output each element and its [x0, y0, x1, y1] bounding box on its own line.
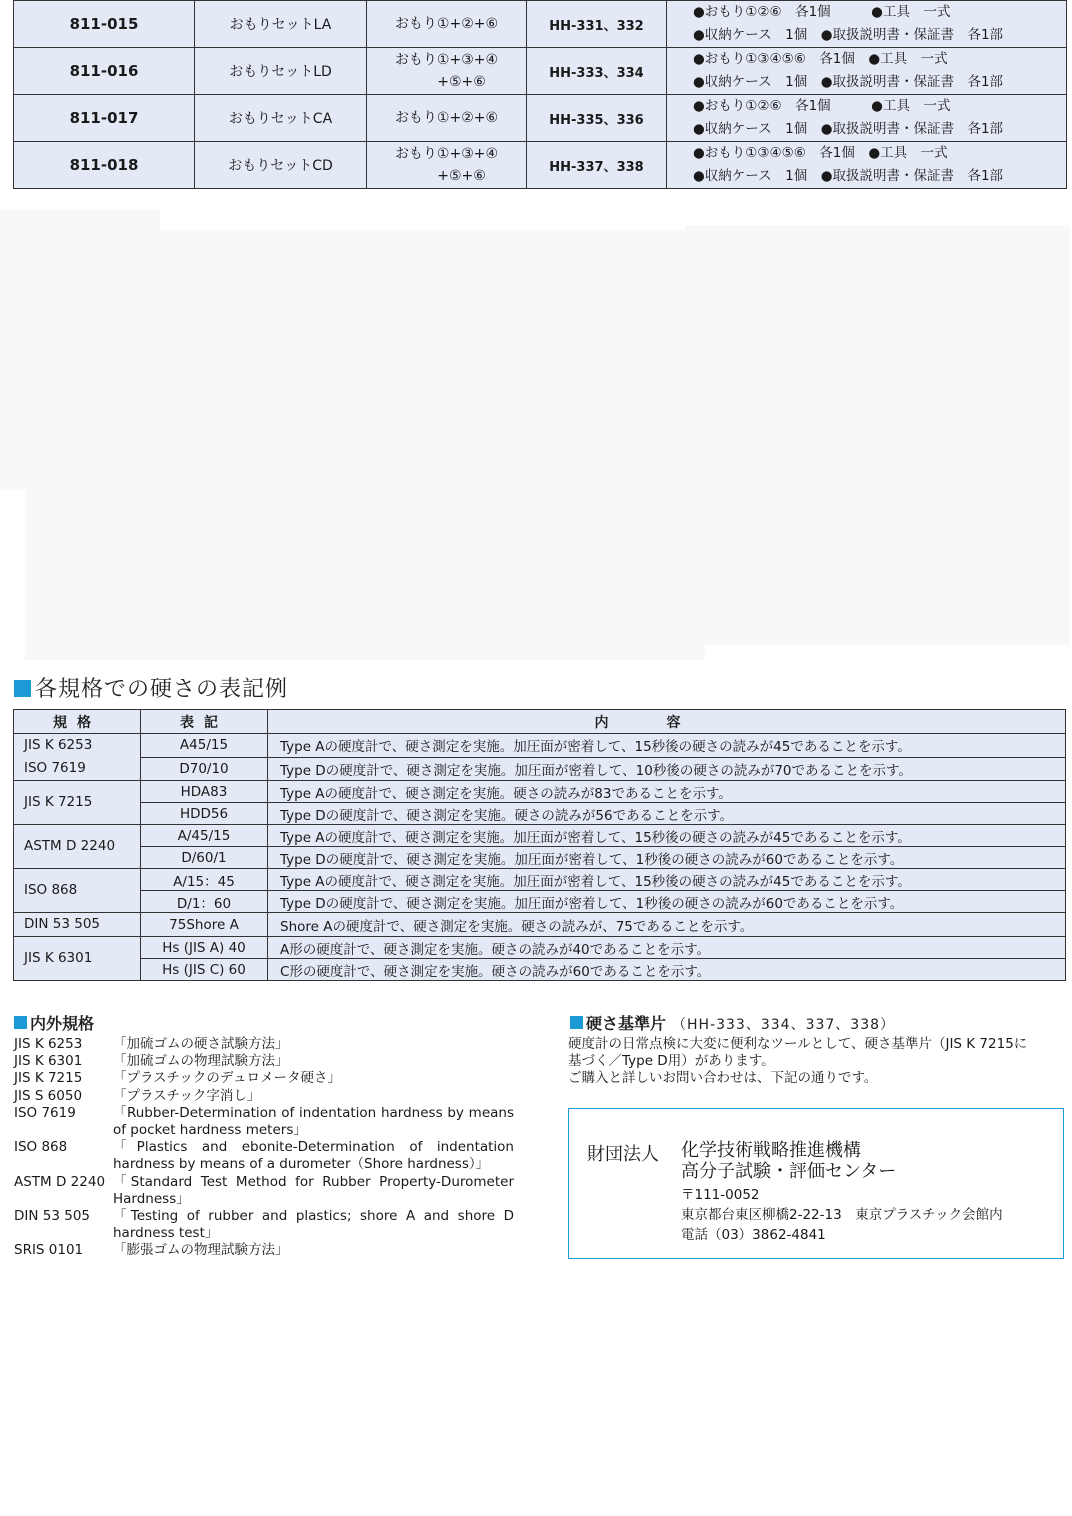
faded-image-area [25, 230, 705, 660]
reference-description [568, 1036, 1068, 1088]
reference-text-line: ご購入と詳しいお問い合わせは、下記の通りです。 [568, 1070, 878, 1087]
reference-models: （HH-333、334、337、338） [672, 1017, 896, 1033]
contents-line: ●収納ケース 1個 ●取扱説明書・保証書 各1部 [693, 168, 1004, 184]
reference-piece-title [570, 1011, 895, 1034]
standard-description: 「Testing of rubber and plastics; shore A and shore D hardness test」 [113, 1208, 514, 1242]
contents-line: ●収納ケース 1個 ●取扱説明書・保証書 各1部 [693, 74, 1004, 90]
header-content: 内容 [268, 710, 1066, 734]
weight-combination [367, 142, 527, 189]
mark-cell: A45/15 [141, 734, 268, 758]
standard-code: DIN 53 505 [14, 1208, 91, 1225]
weight-line: おもり①+②+⑥ [394, 16, 499, 32]
table-row [14, 913, 1066, 937]
contents-line: ●おもり①③④⑤⑥ 各1個 ●工具 一式 [693, 145, 948, 161]
table-row [14, 48, 1067, 95]
standard-description: 「Rubber-Determination of indentation hardness by means of pocket hardness meters」 [113, 1104, 514, 1139]
desc-cell: Type Aの硬度計で、硬さ測定を実施。加圧面が密着して、15秒後の硬さの読みが45であることを示す。 [268, 825, 1066, 847]
standard-cell: JIS K 7215 [14, 781, 141, 825]
table-row [14, 891, 1066, 913]
table-row [14, 734, 1066, 758]
mark-cell: D/1：60 [141, 891, 268, 913]
standard-code: ISO 7619 [14, 1104, 76, 1121]
compatible-models: HH-331、332 [527, 1, 667, 48]
domestic-standards-title [14, 1011, 94, 1034]
table-row [14, 142, 1067, 189]
table-row [14, 937, 1066, 959]
table-row [14, 1, 1067, 48]
standard-code: ASTM D 2240 [14, 1173, 106, 1190]
standard-description: 「プラスチック字消し」 [113, 1087, 261, 1104]
contents-line: ●収納ケース 1個 ●取扱説明書・保証書 各1部 [693, 27, 1004, 43]
compatible-models: HH-333、334 [527, 48, 667, 95]
mark-cell: HDD56 [141, 803, 268, 825]
mark-cell: A/45/15 [141, 825, 268, 847]
weight-combination [367, 1, 527, 48]
standard-description: 「加硫ゴムの硬さ試験方法」 [113, 1036, 289, 1052]
desc-cell: Shore Aの硬度計で、硬さ測定を実施。硬さの読みが、75であることを示す。 [268, 913, 1066, 937]
desc-cell: Type Dの硬度計で、硬さ測定を実施。加圧面が密着して、10秒後の硬さの読みが70であることを示す。 [268, 757, 1066, 781]
table-row [14, 757, 1066, 781]
mark-cell: D70/10 [141, 757, 268, 781]
standards-list [14, 1036, 514, 1260]
table-row [14, 95, 1067, 142]
list-item [14, 1105, 514, 1139]
weight-combination [367, 95, 527, 142]
faded-image-area [685, 225, 1070, 645]
notation-section-title [14, 672, 288, 703]
list-item [14, 1053, 514, 1070]
standard-code: ISO 868 [14, 1139, 68, 1156]
set-contents [667, 95, 1067, 142]
domestic-title-text: 内外規格 [30, 1014, 95, 1033]
product-code: 811-016 [14, 48, 195, 95]
contents-line: ●収納ケース 1個 ●取扱説明書・保証書 各1部 [693, 121, 1004, 137]
standard-description: 「プラスチックのデュロメータ硬さ」 [113, 1070, 342, 1087]
desc-cell: A形の硬度計で、硬さ測定を実施。硬さの読みが40であることを示す。 [268, 937, 1066, 959]
standard-cell: ISO 868 [14, 869, 141, 913]
mark-cell: Hs (JIS C) 60 [141, 959, 268, 981]
weight-combination [367, 48, 527, 95]
desc-cell: Type Dの硬度計で、硬さ測定を実施。加圧面が密着して、1秒後の硬さの読みが60であることを示す。 [268, 847, 1066, 869]
standard-cell [14, 734, 141, 781]
standard-description: 「Standard Test Method for Rubber Property-Durometer Hardness」 [113, 1173, 514, 1207]
notation-table [13, 709, 1066, 981]
mark-cell: 75Shore A [141, 913, 268, 937]
set-contents [667, 142, 1067, 189]
blue-square-icon [14, 680, 31, 697]
set-contents [667, 48, 1067, 95]
reference-title-text: 硬さ基準片 [586, 1014, 667, 1033]
list-item [14, 1208, 514, 1242]
standard-code: JIS K 6301 [14, 1053, 83, 1070]
product-code: 811-015 [14, 1, 195, 48]
product-name: おもりセットCD [195, 142, 367, 189]
compatible-models: HH-337、338 [527, 142, 667, 189]
standard-code: JIS K 6253 [14, 1036, 83, 1052]
compatible-models: HH-335、336 [527, 95, 667, 142]
standard-cell: DIN 53 505 [14, 913, 141, 937]
phone-number: 電話（03）3862-4841 [681, 1227, 826, 1243]
desc-cell: Type Aの硬度計で、硬さ測定を実施。加圧面が密着して、15秒後の硬さの読みが45であることを示す。 [268, 734, 1066, 758]
contents-line: ●おもり①②⑥ 各1個 ●工具 一式 [693, 98, 951, 114]
product-name: おもりセットLD [195, 48, 367, 95]
list-item [14, 1070, 514, 1087]
table-row [14, 847, 1066, 869]
list-item [14, 1242, 514, 1259]
desc-cell: Type Aの硬度計で、硬さ測定を実施。硬さの読みが83であることを示す。 [268, 781, 1066, 803]
list-item [14, 1139, 514, 1173]
header-standard: 規格 [14, 710, 141, 734]
notation-title-text: 各規格での硬さの表記例 [35, 677, 289, 702]
table-row [14, 869, 1066, 891]
standard-code: JIS K 7215 [14, 1070, 83, 1087]
standard-name: JIS K 6253 [24, 737, 93, 753]
standard-name: ISO 7619 [24, 760, 86, 776]
postal-code: 〒111-0052 [681, 1187, 760, 1203]
reference-text-line: 基づく／Type D用）があります。 [568, 1053, 775, 1070]
desc-cell: Type Aの硬度計で、硬さ測定を実施。加圧面が密着して、15秒後の硬さの読みが45であることを示す。 [268, 869, 1066, 891]
weight-line: おもり①+②+⑥ [394, 110, 499, 126]
set-contents [667, 1, 1067, 48]
reference-text-line: 硬度計の日常点検に大変に便利なツールとして、硬さ基準片（JIS K 7215に [568, 1036, 1028, 1052]
org-name-line: 高分子試験・評価センター [681, 1161, 897, 1182]
mark-cell: D/60/1 [141, 847, 268, 869]
org-type: 財団法人 [587, 1144, 659, 1165]
contents-line: ●おもり①②⑥ 各1個 ●工具 一式 [693, 4, 951, 20]
contact-box [568, 1108, 1064, 1259]
weight-set-table [13, 0, 1067, 189]
standard-description: 「加硫ゴムの物理試験方法」 [113, 1053, 289, 1070]
blue-square-icon [14, 1016, 27, 1029]
standard-cell: ASTM D 2240 [14, 825, 141, 869]
weight-line: +⑤+⑥ [437, 168, 486, 184]
weight-line: おもり①+③+④ [394, 146, 499, 162]
product-code: 811-017 [14, 95, 195, 142]
desc-cell: C形の硬度計で、硬さ測定を実施。硬さの読みが60であることを示す。 [268, 959, 1066, 981]
org-name-line: 化学技術戦略推進機構 [681, 1140, 861, 1161]
contents-line: ●おもり①③④⑤⑥ 各1個 ●工具 一式 [693, 51, 948, 67]
standard-description: 「Plastics and ebonite-Determination of indentation hardness by means of a durometer（Shore hardness）」 [113, 1139, 514, 1173]
list-item [14, 1088, 514, 1105]
product-name: おもりセットCA [195, 95, 367, 142]
street-address: 東京都台東区柳橋2-22-13 東京プラスチック会館内 [681, 1207, 1003, 1223]
table-row [14, 959, 1066, 981]
contact-address [681, 1185, 1003, 1245]
standard-code: JIS S 6050 [14, 1087, 83, 1104]
table-row [14, 825, 1066, 847]
desc-cell: Type Dの硬度計で、硬さ測定を実施。加圧面が密着して、1秒後の硬さの読みが60であることを示す。 [268, 891, 1066, 913]
product-name: おもりセットLA [195, 1, 367, 48]
mark-cell: HDA83 [141, 781, 268, 803]
standard-description: 「膨張ゴムの物理試験方法」 [113, 1242, 289, 1259]
product-code: 811-018 [14, 142, 195, 189]
org-name [681, 1140, 896, 1182]
table-row [14, 781, 1066, 803]
standard-code: SRIS 0101 [14, 1242, 84, 1259]
standard-cell: JIS K 6301 [14, 937, 141, 981]
desc-cell: Type Dの硬度計で、硬さ測定を実施。硬さの読みが56であることを示す。 [268, 803, 1066, 825]
list-item [14, 1036, 514, 1053]
mark-cell: A/15：45 [141, 869, 268, 891]
list-item [14, 1174, 514, 1208]
weight-line: おもり①+③+④ [394, 52, 499, 68]
header-mark: 表記 [141, 710, 268, 734]
mark-cell: Hs (JIS A) 40 [141, 937, 268, 959]
table-row [14, 803, 1066, 825]
blue-square-icon [570, 1016, 583, 1029]
weight-line: +⑤+⑥ [437, 74, 486, 90]
